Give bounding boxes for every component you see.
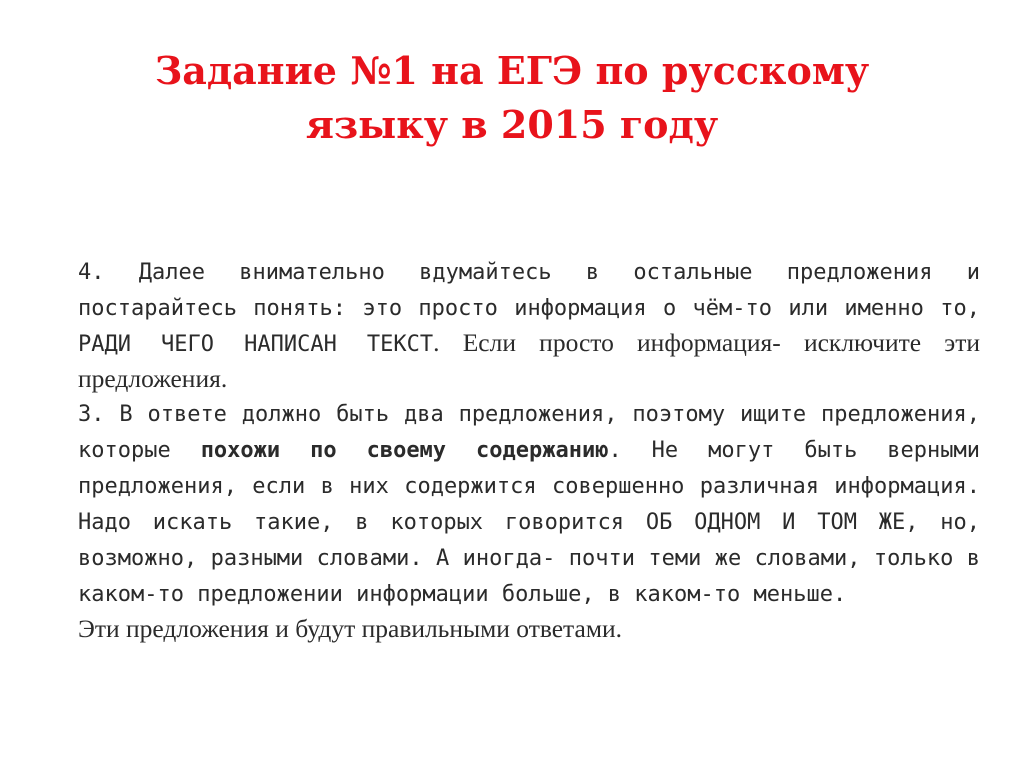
paragraph-text: . Если просто информация- исключите эти предложения. xyxy=(78,328,987,393)
paragraph-step-4 xyxy=(78,254,994,396)
paragraph-text: , но, возможно, разными словами. А иногда- почти теми же словами, только в каком-то предложении информации больше, в каком-то меньше. xyxy=(78,510,994,607)
title-line-1: Задание №1 на ЕГЭ по русскому xyxy=(154,48,870,93)
paragraph-text: 3. В ответе должно быть два предложения, поэтому ищите предложения, которые xyxy=(78,402,994,463)
paragraph-text: . Не могут быть верными предложения, если в них содержится совершенно различная информация. Надо искать такие, в которых говорится xyxy=(78,438,994,535)
emphasis-caps: РАДИ ЧЕГО НАПИСАН ТЕКСТ xyxy=(78,332,434,357)
title-line-2: языку в 2015 году xyxy=(305,102,719,147)
emphasis-caps: ОБ ОДНОМ И ТОМ ЖЕ xyxy=(645,510,906,535)
slide-body xyxy=(78,254,994,646)
emphasis-bold: похожи по своему содержанию xyxy=(200,438,609,463)
paragraph-text: 4. Далее внимательно вдумайтесь в остальные предложения и постарайтесь понять: это просто информация о чём-то или именно то, xyxy=(78,260,994,321)
slide-title xyxy=(80,44,944,152)
paragraph-conclusion xyxy=(78,612,980,646)
paragraph-step-3 xyxy=(78,396,994,612)
paragraph-text: Эти предложения и будут правильными ответами. xyxy=(78,614,622,643)
